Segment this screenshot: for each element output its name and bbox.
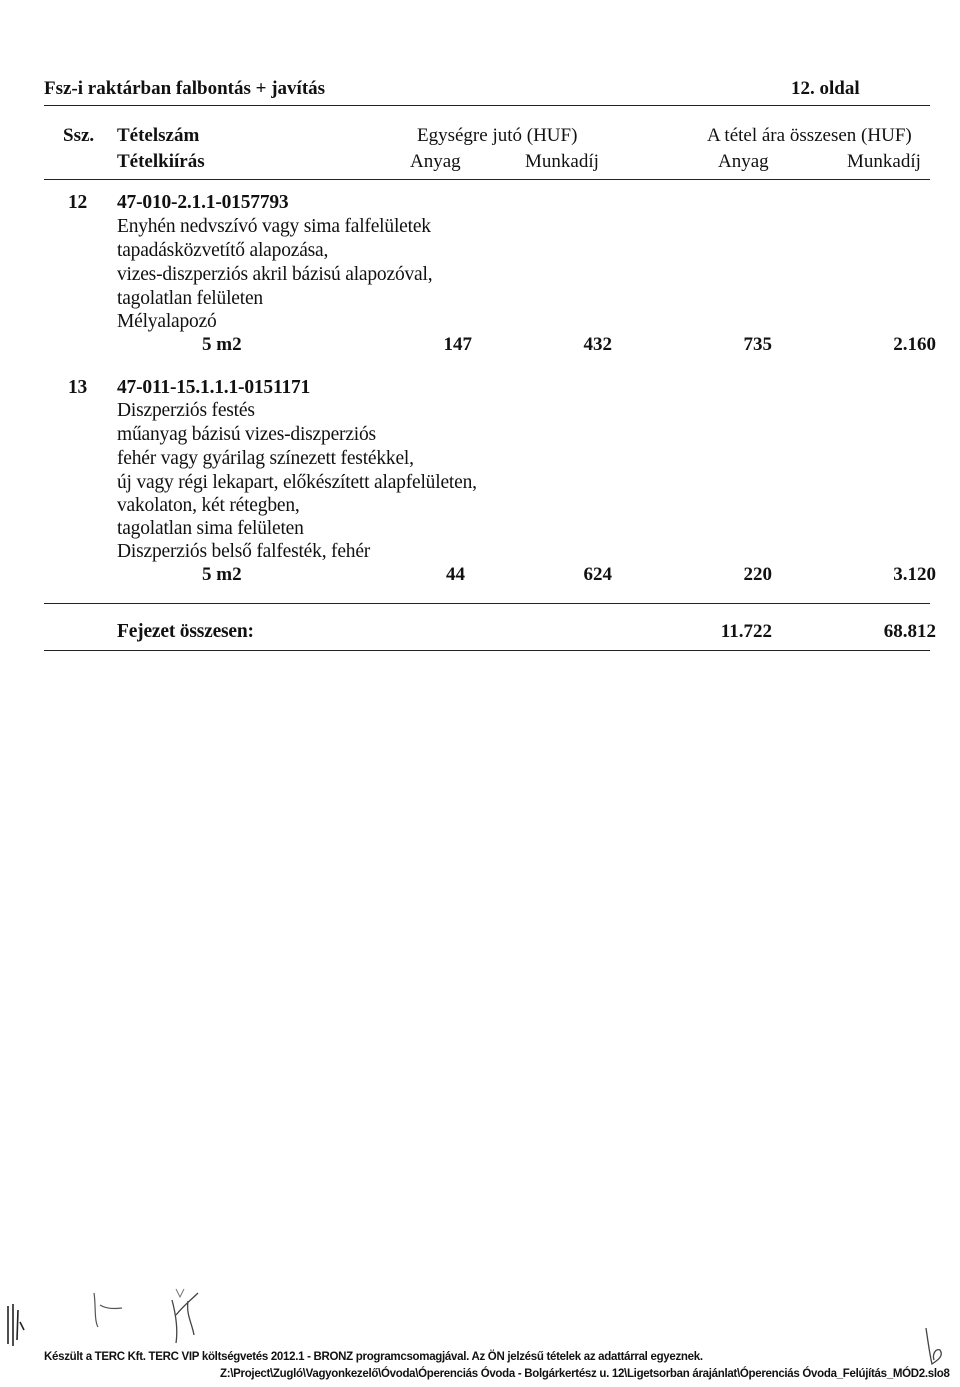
item-line: új vagy régi lekapart, előkészített alapfelületen,	[117, 472, 477, 493]
item-qty: 5 m2	[202, 334, 242, 355]
item-line: tagolatlan felületen	[117, 288, 263, 309]
margin-tick-marks	[0, 1300, 28, 1350]
item-line: Diszperziós festés	[117, 400, 255, 421]
col-munkadij-unit: Munkadíj	[525, 151, 599, 172]
item-total-munkadij: 3.120	[893, 564, 936, 585]
summary-total-anyag: 11.722	[720, 621, 772, 642]
item-line: tagolatlan sima felületen	[117, 518, 304, 539]
item-code: 47-010-2.1.1-0157793	[117, 192, 289, 213]
col-egysegre: Egységre jutó (HUF)	[417, 125, 578, 146]
item-code: 47-011-15.1.1.1-0151171	[117, 377, 311, 398]
summary-top-rule	[44, 603, 930, 604]
col-tetelkiiras: Tételkiírás	[117, 151, 205, 172]
item-line: Enyhén nedvszívó vagy sima falfelületek	[117, 216, 431, 237]
summary-total-munkadij: 68.812	[883, 621, 936, 642]
item-line: vizes-diszperziós akril bázisú alapozóval,	[117, 264, 433, 285]
item-ssz: 13	[68, 377, 88, 398]
item-total-munkadij: 2.160	[893, 334, 936, 355]
col-anyag-unit: Anyag	[410, 151, 461, 172]
item-line: Diszperziós belső falfesték, fehér	[117, 541, 371, 562]
item-total-anyag: 735	[743, 334, 772, 355]
header-rule	[44, 105, 930, 106]
item-unit-anyag: 44	[446, 564, 465, 585]
summary-bottom-rule	[44, 650, 930, 651]
item-line: tapadásközvetítő alapozása,	[117, 240, 329, 261]
item-line: műanyag bázisú vizes-diszperziós	[117, 424, 376, 445]
column-header-rule	[44, 179, 930, 180]
summary-label: Fejezet összesen:	[117, 621, 254, 642]
item-line: vakolaton, két rétegben,	[117, 495, 300, 516]
initials-mark	[918, 1320, 958, 1370]
item-line: fehér vagy gyárilag színezett festékkel,	[117, 448, 414, 469]
item-total-anyag: 220	[743, 564, 772, 585]
col-tetelszam: Tételszám	[117, 125, 200, 146]
col-anyag-total: Anyag	[718, 151, 769, 172]
item-line: Mélyalapozó	[117, 311, 217, 332]
col-munkadij-total: Munkadíj	[847, 151, 921, 172]
col-osszesen: A tétel ára összesen (HUF)	[707, 125, 912, 146]
item-unit-munkadij: 432	[583, 334, 612, 355]
item-unit-munkadij: 624	[583, 564, 612, 585]
item-ssz: 12	[68, 192, 88, 213]
document-title: Fsz-i raktárban falbontás + javítás	[44, 78, 326, 99]
item-qty: 5 m2	[202, 564, 242, 585]
footer-line-2: Z:\Project\Zugló\Vagyonkezelő\Óvoda\Óperenciás Óvoda - Bolgárkertész u. 12\Ligetsorban árajánlat\Óperenciás Óvoda_Felújítás_MÓD2.slo8	[220, 1368, 950, 1380]
signature-mark	[80, 1275, 230, 1355]
item-unit-anyag: 147	[443, 334, 472, 355]
footer-line-1: Készült a TERC Kft. TERC VIP költségvetés 2012.1 - BRONZ programcsomagjával. Az ÖN jelzésű tételek az adattárral egyeznek.	[44, 1351, 703, 1363]
col-ssz: Ssz.	[63, 125, 95, 146]
page-number: 12. oldal	[791, 78, 860, 99]
